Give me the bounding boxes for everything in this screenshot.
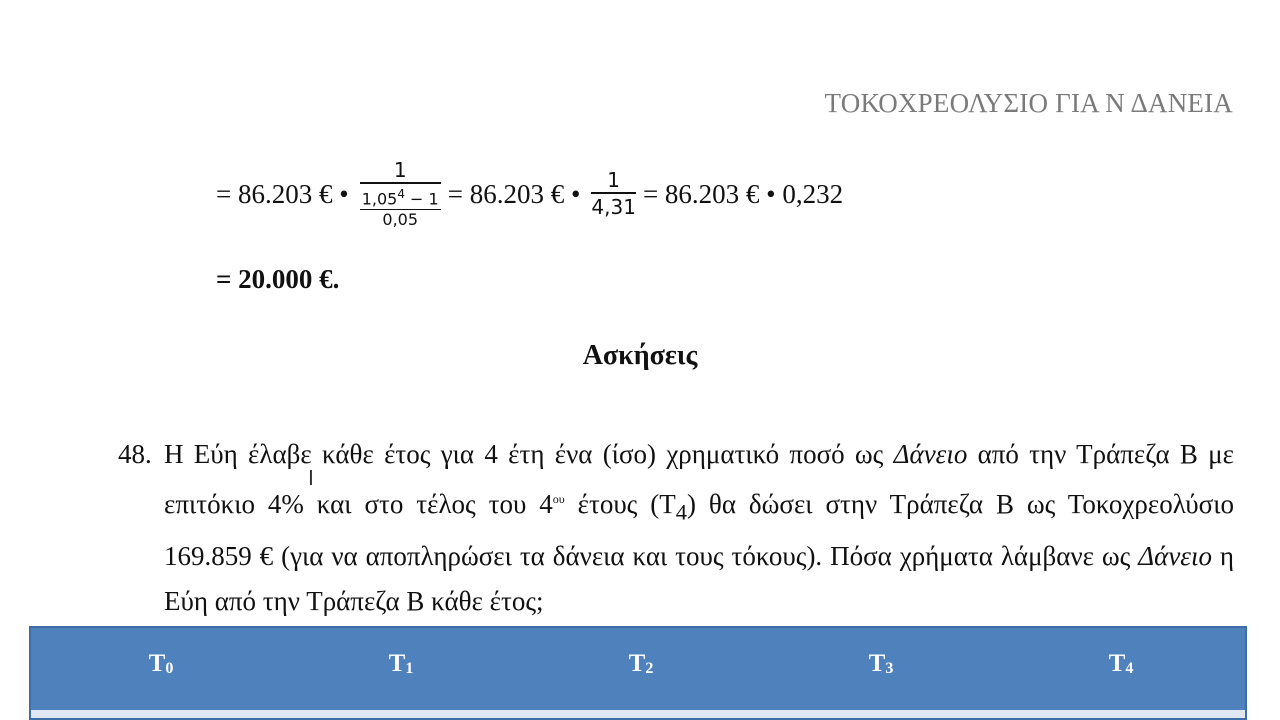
fraction-1-denominator xyxy=(360,184,441,231)
header-letter: T xyxy=(1108,650,1126,677)
fraction-2 xyxy=(591,168,636,220)
header-letter: T xyxy=(388,650,406,677)
equation-part-2: = 86.203 € • xyxy=(447,178,581,209)
header-subscript: 3 xyxy=(885,660,894,677)
exercise-text-segment: Η Εύη έλαβε κάθε έτος για 4 έτη ένα (ίσο) χρηματικό ποσό ως xyxy=(164,439,894,469)
exercise-number: 48. xyxy=(118,439,152,469)
exercise-text-segment: η Εύη από την Τράπεζα Β κάθε έτος; xyxy=(164,541,1234,617)
timeline-header-t2 xyxy=(619,650,663,678)
exercise-text xyxy=(164,432,1234,624)
timeline-table xyxy=(29,626,1247,720)
equation-result xyxy=(216,264,339,295)
equation-line xyxy=(216,146,850,242)
fraction-2-denominator: 4,31 xyxy=(591,195,636,219)
header-letter: T xyxy=(868,650,886,677)
timeline-header-t0 xyxy=(139,650,183,678)
section-title: Ασκήσεις xyxy=(582,340,698,371)
exercise-text-segment: έτους (Τ xyxy=(564,489,676,519)
nested-fraction xyxy=(360,184,441,231)
nested-fraction-denominator: 0,05 xyxy=(382,210,419,230)
exercise-text-segment: ) θα δώσει στην Τράπεζα Β ως Τοκοχρεολύσιο 169.859 € (για να αποπληρώσει τα δάνεια και τους τόκους). Πόσα χρήματα λάμβανε ως xyxy=(164,489,1234,572)
time-subscript: 4 xyxy=(675,499,688,525)
fraction-2-numerator: 1 xyxy=(607,168,621,192)
fraction-1 xyxy=(360,158,441,231)
fraction-1-numerator: 1 xyxy=(393,157,407,182)
header-letter: T xyxy=(628,650,646,677)
text-cursor-icon: I xyxy=(308,466,314,490)
timeline-header-t3 xyxy=(859,650,903,678)
exercise-italic-term: Δάνειο xyxy=(893,439,968,469)
equation-part-3: = 86.203 € • 0,232 xyxy=(642,178,844,209)
header-subscript: 1 xyxy=(405,660,414,677)
timeline-header-row xyxy=(31,628,1245,700)
equation-part-1: = 86.203 € • xyxy=(216,178,349,209)
result-value: = 20.000 €. xyxy=(216,264,340,294)
ordinal-suffix: ου xyxy=(552,492,565,506)
header-subscript: 4 xyxy=(1125,660,1134,677)
header-subscript: 0 xyxy=(165,660,174,677)
timeline-first-row xyxy=(31,710,1245,718)
exercise-48 xyxy=(118,432,1234,624)
nested-fraction-numerator xyxy=(360,184,441,209)
exercise-italic-term: Δάνειο xyxy=(1138,541,1212,572)
timeline-header-t1 xyxy=(379,650,423,678)
base-value: 1,05 xyxy=(361,188,398,208)
header-subscript: 2 xyxy=(645,660,654,677)
page-header-title: ΤΟΚΟΧΡΕΟΛΥΣΙΟ ΓΙΑ Ν ΔΑΝΕΙΑ xyxy=(824,88,1233,118)
header-letter: T xyxy=(148,650,166,677)
exercise-text-segment: από την Τράπεζα Β με επιτόκιο 4% και στο τέλος του 4 xyxy=(164,439,1234,519)
timeline-header-t4 xyxy=(1099,650,1143,678)
exponent: 4 xyxy=(397,186,405,201)
minus-one: − 1 xyxy=(404,188,439,208)
